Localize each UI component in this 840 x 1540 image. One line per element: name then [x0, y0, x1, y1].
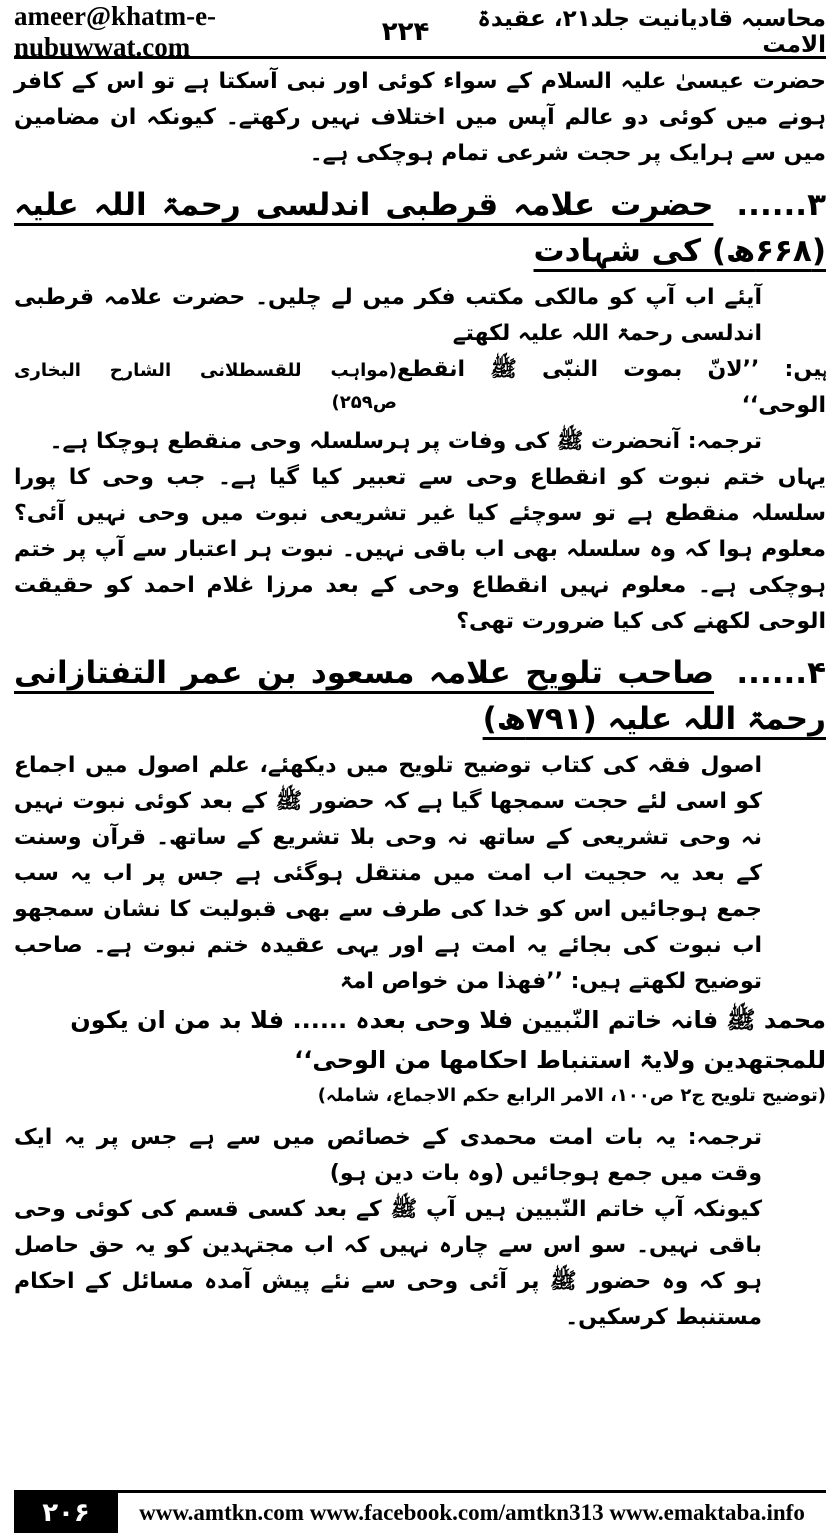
arabic-quote-2: للمجتھدین ولایۃ استنباط احکامھا من الوحی‘‘ [294, 1046, 826, 1074]
page-footer [14, 1490, 826, 1533]
page-body [14, 64, 826, 1336]
heading-3-title: حضرت علامہ قرطبی اندلسی رحمۃ اللہ علیہ (۶۶۸ھ) کی شہادت [14, 187, 826, 269]
header-book-title: محاسبہ قادیانیت جلد۲۱، عقیدۃ الامت [477, 6, 826, 58]
heading-4-title: صاحب تلویح علامہ مسعود بن عمر التفتازانی رحمۃ اللہ علیہ (۷۹۱ھ) [14, 655, 826, 737]
header-email: ameer@khatm-e-nubuwwat.com [14, 1, 217, 62]
heading-4-number: ۴...... [736, 655, 826, 691]
header-page-number: ۲۲۴ [381, 17, 430, 47]
page-header [14, 1, 826, 62]
translation-1: ترجمہ: آنحضرت ﷺ کی وفات پر ہرسلسلہ وحی منقطع ہوچکا ہے۔ [49, 429, 762, 454]
paragraph-5: اصول فقہ کی کتاب توضیح تلویح میں دیکھئے، علم اصول میں اجماع کو اسی لئے حجت سمجھا گیا ہے کہ حضور ﷺ کے بعد کوئی نبوت نہیں نہ وحی تشریعی کے ساتھ نہ وحی بلا تشریع کے ساتھ۔ قرآن وسنت کے بعد یہ حجیت اب امت میں منتقل ہوگئی ہے جس پر اب یہ سب جمع ہوجائیں اس کو خدا کی طرف سے بھی قبولیت کا نشان سمجھو اب نبوت کی بجائے یہ امت ہے اور یہی عقیدہ ختم نبوت ہے۔ صاحب توضیح لکھتے ہیں: ’’فھذا من خواص امۃ [14, 753, 762, 994]
footer-page-number: ۲۰۶ [14, 1493, 118, 1533]
section-heading-4 [14, 650, 826, 742]
paragraph-2b: ہیں: ’’لانّ بموت النبّی ﷺ انقطع الوحی‘‘ [396, 357, 826, 418]
arabic-quote-1: محمد ﷺ فانہ خاتم النّبیین فلا وحی بعدہ ...... فلا بد من ان یکون [70, 1006, 826, 1034]
header-left [14, 1, 429, 63]
reference-1: (مواہب للقسطلانی الشارح البخاری ص۲۵۹) [14, 360, 397, 413]
paragraph-7: کیونکہ آپ خاتم النّبیین ہیں آپ ﷺ کے بعد کسی قسم کی کوئی وحی باقی نہیں۔ سو اس سے چارہ نہیں کہ اب مجتہدین کو یہ حق حاصل ہو کہ وہ حضور ﷺ پر آئی وحی سے نئے پیش آمدہ مسائل کے احکام مستنبط کرسکیں۔ [14, 1197, 762, 1330]
translation-2: ترجمہ: یہ بات امت محمدی کے خصائص میں سے ہے جس پر یہ ایک وقت میں جمع ہوجائیں (وہ بات دین ہو) [14, 1125, 762, 1186]
paragraph-2: آیئے اب آپ کو مالکی مکتب فکر میں لے چلیں۔ حضرت علامہ قرطبی اندلسی رحمۃ اللہ علیہ لکھتے [14, 285, 762, 346]
footer-websites: www.amtkn.com www.facebook.com/amtkn313 www.emaktaba.info [139, 1500, 805, 1525]
heading-3-number: ۳...... [736, 187, 826, 223]
quote-line-1 [14, 352, 826, 424]
section-heading-3 [14, 182, 826, 274]
reference-2: (توضیح تلویح ج۲ ص۱۰۰، الامر الرابع حکم الاجماع، شاملہ) [317, 1085, 826, 1106]
paragraph-1: حضرت عیسیٰ علیہ السلام کے سواء کوئی اور نبی آسکتا ہے تو اس کے کافر ہونے میں کوئی دو عالم آپس میں اختلاف نہیں رکھتے۔ کیونکہ ان مضامین میں سے ہرایک پر حجت شرعی تمام ہوچکی ہے۔ [14, 69, 826, 166]
paragraph-4: یہاں ختم نبوت کو انقطاع وحی سے تعبیر کیا گیا ہے۔ جب وحی کا پورا سلسلہ منقطع ہے تو سوچئے کیا غیر تشریعی نبوت میں وحی نہیں آئی؟ معلوم ہوا کہ وہ سلسلہ بھی اب باقی نہیں۔ نبوت ہر اعتبار سے آپ پر ختم ہوچکی ہے۔ معلوم نہیں انقطاع وحی کے بعد مرزا غلام احمد کو حقیقت الوحی لکھنے کی کیا ضرورت تھی؟ [14, 465, 826, 634]
